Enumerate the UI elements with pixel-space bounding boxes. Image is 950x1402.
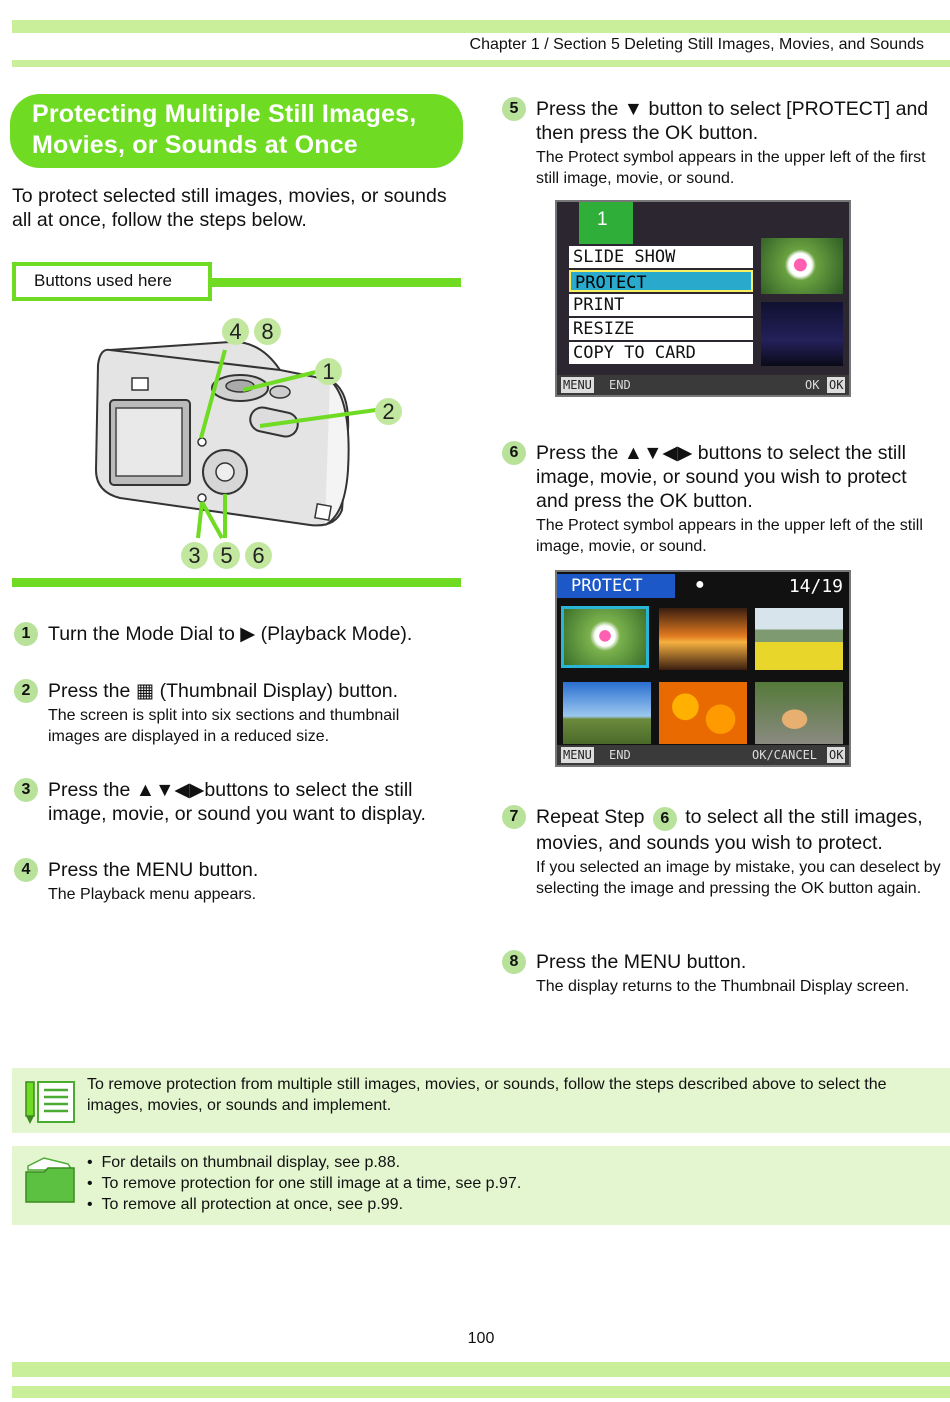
ok-key-icon: OK — [829, 378, 844, 392]
divider-line — [200, 278, 461, 287]
step-heading: Press the ▼ button to select [PROTECT] and then press the OK button. — [536, 98, 929, 144]
header-band-top — [12, 20, 950, 33]
step-number-badge: 3 — [14, 778, 38, 802]
screen-tab: 1 — [579, 202, 633, 244]
diagram-number-3: 3 — [181, 542, 208, 569]
diagram-number-5: 5 — [213, 542, 240, 569]
camera-diagram — [80, 320, 380, 570]
reference-item-text: To remove protection for one still image at a time, see p.97. — [101, 1175, 522, 1192]
diagram-number-6: 6 — [245, 542, 272, 569]
reference-item: • To remove protection for one still image at a time, see p.97. — [87, 1175, 522, 1192]
step-body: The Playback menu appears. — [48, 886, 257, 903]
step-heading: Press the ▲▼◀▶buttons to select the still image, movie, or sound you want to display. — [48, 779, 426, 825]
step-number-badge: 7 — [502, 805, 526, 829]
diagram-number-8: 8 — [254, 318, 281, 345]
playback-menu-screen — [555, 200, 851, 397]
menu-item-print: PRINT — [569, 294, 753, 316]
step-heading: Press the ▦ (Thumbnail Display) button. — [48, 680, 399, 702]
end-label: END — [609, 748, 631, 762]
end-label: END — [609, 378, 631, 392]
step-body: The display returns to the Thumbnail Display screen. — [536, 978, 910, 995]
ok-key-icon: OK — [829, 748, 844, 762]
reference-item: • To remove all protection at once, see p.99. — [87, 1196, 404, 1213]
step-heading: Press the MENU button. — [48, 859, 259, 881]
step-heading-part-a: Repeat Step — [536, 806, 645, 828]
step-heading: Press the MENU button. — [536, 951, 747, 973]
step-heading: Press the ▲▼◀▶ buttons to select the still image, movie, or sound you wish to protect and press the OK button. — [536, 442, 907, 512]
menu-item-resize: RESIZE — [569, 318, 753, 340]
step-number-badge: 6 — [502, 441, 526, 465]
diagram-number-2: 2 — [375, 398, 402, 425]
step-heading — [502, 805, 947, 855]
step-7 — [502, 805, 947, 899]
ok-cancel-label: OK/CANCEL — [752, 748, 818, 762]
menu-item-protect: PROTECT — [569, 270, 753, 292]
reference-item: • For details on thumbnail display, see p.88. — [87, 1154, 401, 1171]
step-number-badge: 5 — [502, 97, 526, 121]
protect-thumbnail-screen — [555, 570, 851, 767]
step-reference-badge: 6 — [653, 807, 677, 831]
menu-key-icon: MENU — [563, 748, 592, 762]
note-memo-text: To remove protection from multiple still images, movies, or sounds, follow the steps described above to select the images, movies, or sounds and implement. — [87, 1076, 887, 1114]
reference-item-text: To remove all protection at once, see p.99. — [101, 1196, 404, 1213]
page-title — [10, 94, 463, 168]
image-counter: 14/19 — [788, 576, 843, 597]
note-box-references — [12, 1146, 950, 1225]
menu-key-icon: MENU — [563, 378, 592, 392]
diagram-number-4: 4 — [222, 318, 249, 345]
thumb-field — [755, 608, 843, 670]
flower-thumb — [761, 238, 843, 294]
reference-item-text: For details on thumbnail display, see p.88. — [101, 1154, 401, 1171]
step-5 — [502, 97, 942, 189]
screen-bottom-bar — [557, 745, 849, 765]
step-2 — [14, 679, 454, 747]
step-number-badge: 4 — [14, 858, 38, 882]
step-6 — [502, 441, 942, 557]
folder-icon — [24, 1156, 76, 1204]
step-4 — [14, 858, 454, 905]
menu-item-copy-to-card: COPY TO CARD — [569, 342, 753, 364]
screen-bottom-bar — [557, 375, 849, 395]
step-body: The Protect symbol appears in the upper left of the still image, movie, or sound. — [536, 517, 923, 555]
step-1 — [14, 622, 454, 646]
night-thumb — [761, 302, 843, 366]
reference-list — [87, 1152, 937, 1215]
step-number-badge: 2 — [14, 679, 38, 703]
menu-item-slide-show: SLIDE SHOW — [569, 246, 753, 268]
buttons-used-label: Buttons used here — [12, 262, 212, 301]
camera-icon: ● — [695, 576, 705, 593]
diagram-number-1: 1 — [315, 358, 342, 385]
footer-band-top — [12, 1362, 950, 1377]
camera-body-icon — [96, 342, 349, 526]
thumb-sunset — [659, 608, 747, 670]
step-body: If you selected an image by mistake, you can deselect by selecting the image and pressing the OK button again. — [536, 859, 941, 897]
step-8 — [502, 950, 947, 997]
step-heading-part-b: to select all the still images, movies, and sounds you wish to protect. — [536, 806, 923, 854]
thumb-sunflowers — [659, 682, 747, 744]
step-body: The screen is split into six sections and thumbnail images are displayed in a reduced size. — [48, 707, 400, 745]
ok-label: OK — [805, 378, 820, 392]
step-number-badge: 8 — [502, 950, 526, 974]
header-band-bottom — [12, 60, 950, 67]
page-title-line1: Protecting Multiple Still Images, — [32, 100, 417, 128]
page-number: 100 — [467, 1330, 495, 1347]
step-number-badge: 1 — [14, 622, 38, 646]
page-title-line2: Movies, or Sounds at Once — [32, 131, 358, 159]
step-3 — [14, 778, 459, 826]
step-body: The Protect symbol appears in the upper left of the first still image, movie, or sound. — [536, 149, 926, 187]
protect-title-bar: PROTECT — [557, 574, 675, 598]
thumb-sky — [563, 682, 651, 744]
intro-text: To protect selected still images, movies, or sounds all at once, follow the steps below. — [12, 185, 447, 231]
chapter-header: Chapter 1 / Section 5 Deleting Still Images, Movies, and Sounds — [469, 36, 924, 53]
thumb-flower-selected — [561, 606, 649, 668]
step-heading: Turn the Mode Dial to ▶ (Playback Mode). — [48, 623, 413, 645]
thumb-cat — [755, 682, 843, 744]
footer-band-bottom — [12, 1386, 950, 1398]
note-box-memo — [12, 1068, 950, 1133]
divider-line-bottom — [12, 578, 461, 587]
memo-icon — [24, 1078, 76, 1126]
